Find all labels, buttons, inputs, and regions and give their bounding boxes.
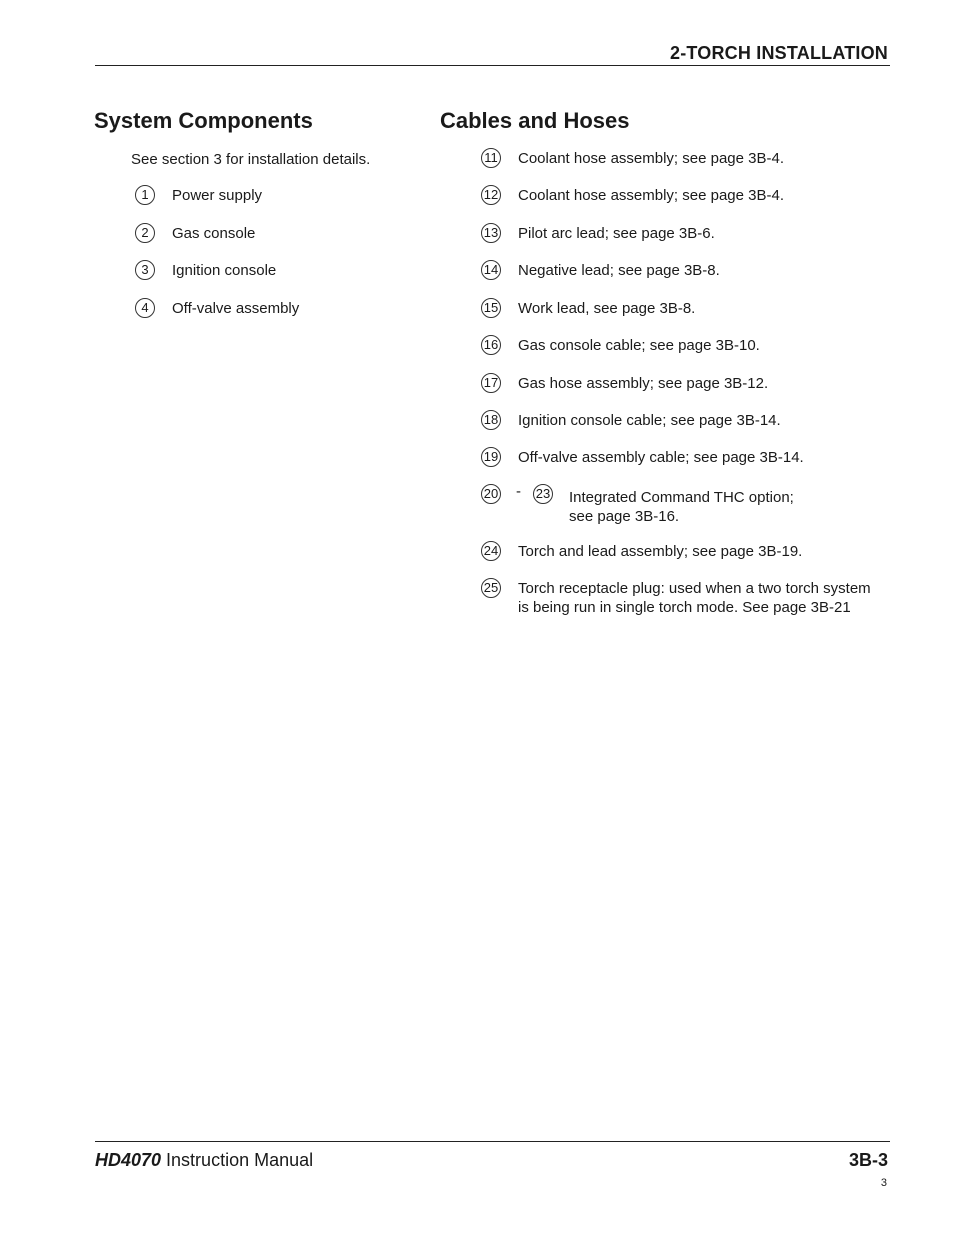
item-number-badge: 18 bbox=[481, 410, 501, 430]
system-components-intro: See section 3 for installation details. bbox=[131, 151, 371, 168]
item-number-badge: 25 bbox=[481, 578, 501, 598]
system-components-heading: System Components bbox=[94, 108, 313, 133]
item-label-continued: see page 3B-16. bbox=[569, 508, 680, 525]
item-label: Ignition console cable; see page 3B-14. bbox=[518, 412, 781, 429]
item-label: Gas console cable; see page 3B-10. bbox=[518, 337, 760, 354]
item-number-badge-end: 23 bbox=[533, 484, 553, 504]
item-number-badge: 16 bbox=[481, 335, 501, 355]
item-label: Ignition console bbox=[172, 262, 277, 279]
cables-hoses-heading: Cables and Hoses bbox=[440, 108, 630, 133]
item-label: Coolant hose assembly; see page 3B-4. bbox=[518, 150, 784, 167]
footer-page-number: 3B-3 bbox=[848, 1150, 888, 1170]
footer-manual-title bbox=[95, 1150, 313, 1171]
item-label: Coolant hose assembly; see page 3B-4. bbox=[518, 187, 784, 204]
item-label: Gas console bbox=[172, 225, 256, 242]
item-number-badge: 3 bbox=[135, 260, 155, 280]
item-label: Integrated Command THC option; bbox=[569, 489, 794, 506]
item-label: Negative lead; see page 3B-8. bbox=[518, 262, 720, 279]
item-number-badge: 24 bbox=[481, 541, 501, 561]
item-label-continued: is being run in single torch mode. See page 3B-21 bbox=[518, 599, 851, 616]
footer-manual: Instruction Manual bbox=[166, 1150, 314, 1170]
range-dash: - bbox=[516, 483, 521, 500]
section-header: 2-TORCH INSTALLATION bbox=[670, 43, 888, 63]
item-label: Power supply bbox=[172, 187, 263, 204]
item-number-badge: 20 bbox=[481, 484, 501, 504]
item-number-badge: 13 bbox=[481, 223, 501, 243]
item-label: Off-valve assembly cable; see page 3B-14. bbox=[518, 449, 804, 466]
item-number-badge: 15 bbox=[481, 298, 501, 318]
footer-model: HD4070 bbox=[95, 1150, 162, 1170]
item-number-badge: 4 bbox=[135, 298, 155, 318]
item-number-badge: 17 bbox=[481, 373, 501, 393]
footer-page-index: 3 bbox=[880, 1177, 887, 1189]
item-number-badge: 11 bbox=[481, 148, 501, 168]
header-rule bbox=[95, 65, 890, 66]
item-label: Off-valve assembly bbox=[172, 300, 300, 317]
item-label: Pilot arc lead; see page 3B-6. bbox=[518, 225, 715, 242]
item-number-badge: 1 bbox=[135, 185, 155, 205]
item-number-badge: 19 bbox=[481, 447, 501, 467]
item-number-badge: 12 bbox=[481, 185, 501, 205]
footer-rule bbox=[95, 1141, 890, 1142]
item-label: Torch and lead assembly; see page 3B-19. bbox=[518, 543, 803, 560]
item-label: Torch receptacle plug: used when a two torch system bbox=[518, 580, 871, 597]
item-label: Gas hose assembly; see page 3B-12. bbox=[518, 375, 769, 392]
item-label: Work lead, see page 3B-8. bbox=[518, 300, 696, 317]
item-number-badge: 2 bbox=[135, 223, 155, 243]
item-number-badge: 14 bbox=[481, 260, 501, 280]
